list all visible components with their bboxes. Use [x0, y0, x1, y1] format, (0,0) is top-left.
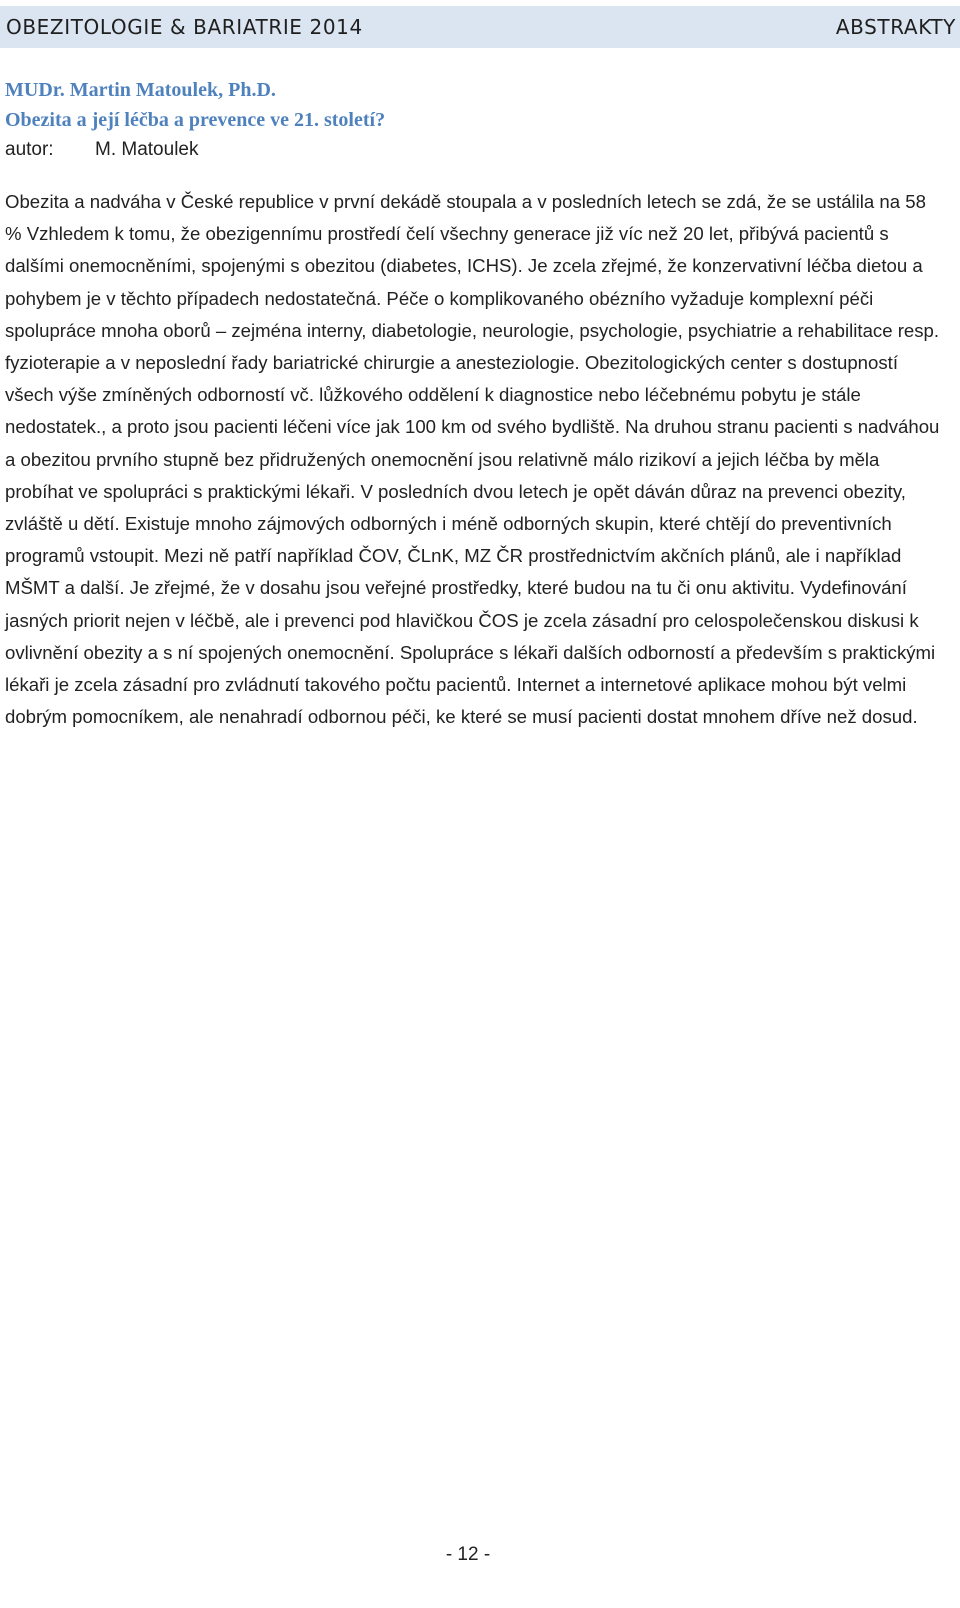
author-label: autor: [5, 139, 54, 160]
author-value: M. Matoulek [95, 139, 199, 160]
abstract-heading [5, 75, 945, 165]
page-number: - 12 - [445, 1544, 491, 1565]
running-header [0, 6, 960, 48]
header-section: ABSTRAKTY [835, 15, 956, 39]
abstract-body: Obezita a nadváha v České republice v první dekádě stoupala a v posledních letech se zdá, že se ustálila na 58 % Vzhledem k tomu, že obezigennímu prostředí čelí všechny generace již víc než 20 let, přibývá pacientů s dalšími onemocněními, spojenými s obezitou (diabetes, ICHS). Je zcela zřejmé, že konzervativní léčba dietou a pohybem je v těchto případech nedostatečná. Péče o komplikovaného obézního vyžaduje komplexní péči spolupráce mnoha oborů – zejména interny, diabetologie, neurologie, psychologie, psychiatrie a rehabilitace resp. fyzioterapie a v neposlední řady bariatrické chirurgie a anesteziologie. Obezitologických center s dostupností všech výše zmíněných odborností vč. lůžkového oddělení k diagnostice nebo léčebnému pobytu je stále nedostatek., a proto jsou pacienti léčeni více jak 100 km od svého bydliště. Na druhou stranu pacienti s nadváhou a obezitou prvního stupně bez přidružených onemocnění jsou relativně málo rizikoví a jejich léčba by měla probíhat ve spolupráci s praktickými lékaři. V posledních dvou letech je opět dáván důraz na prevenci obezity, zvláště u dětí. Existuje mnoho zájmových odborných i méně odborných skupin, které chtějí do preventivních programů vstoupit. Mezi ně patří například ČOV, ČLnK, MZ ČR prostřednictvím akčních plánů, ale i například MŠMT a další. Je zřejmé, že v dosahu jsou veřejné prostředky, které budou na tu či onu aktivitu. Vydefinování jasných priorit nejen v léčbě, ale i prevenci pod hlavičkou ČOS je zcela zásadní pro celospolečenskou diskusi k ovlivnění obezity a s ní spojených onemocnění. Spolupráce s lékaři dalších odborností a především s praktickými lékaři je zcela zásadní pro zvládnutí takového počtu pacientů. Internet a internetové aplikace mohou být velmi dobrým pomocníkem, ale nenahradí odbornou péči, ke které se musí pacienti dostat mnohem dříve než dosud. [5, 191, 940, 728]
abstract-title: Obezita a její léčba a prevence ve 21. století? [5, 109, 386, 131]
header-title: OBEZITOLOGIE & BARIATRIE 2014 [6, 15, 363, 39]
author-name: MUDr. Martin Matoulek, Ph.D. [5, 79, 276, 101]
author-line [5, 135, 945, 165]
